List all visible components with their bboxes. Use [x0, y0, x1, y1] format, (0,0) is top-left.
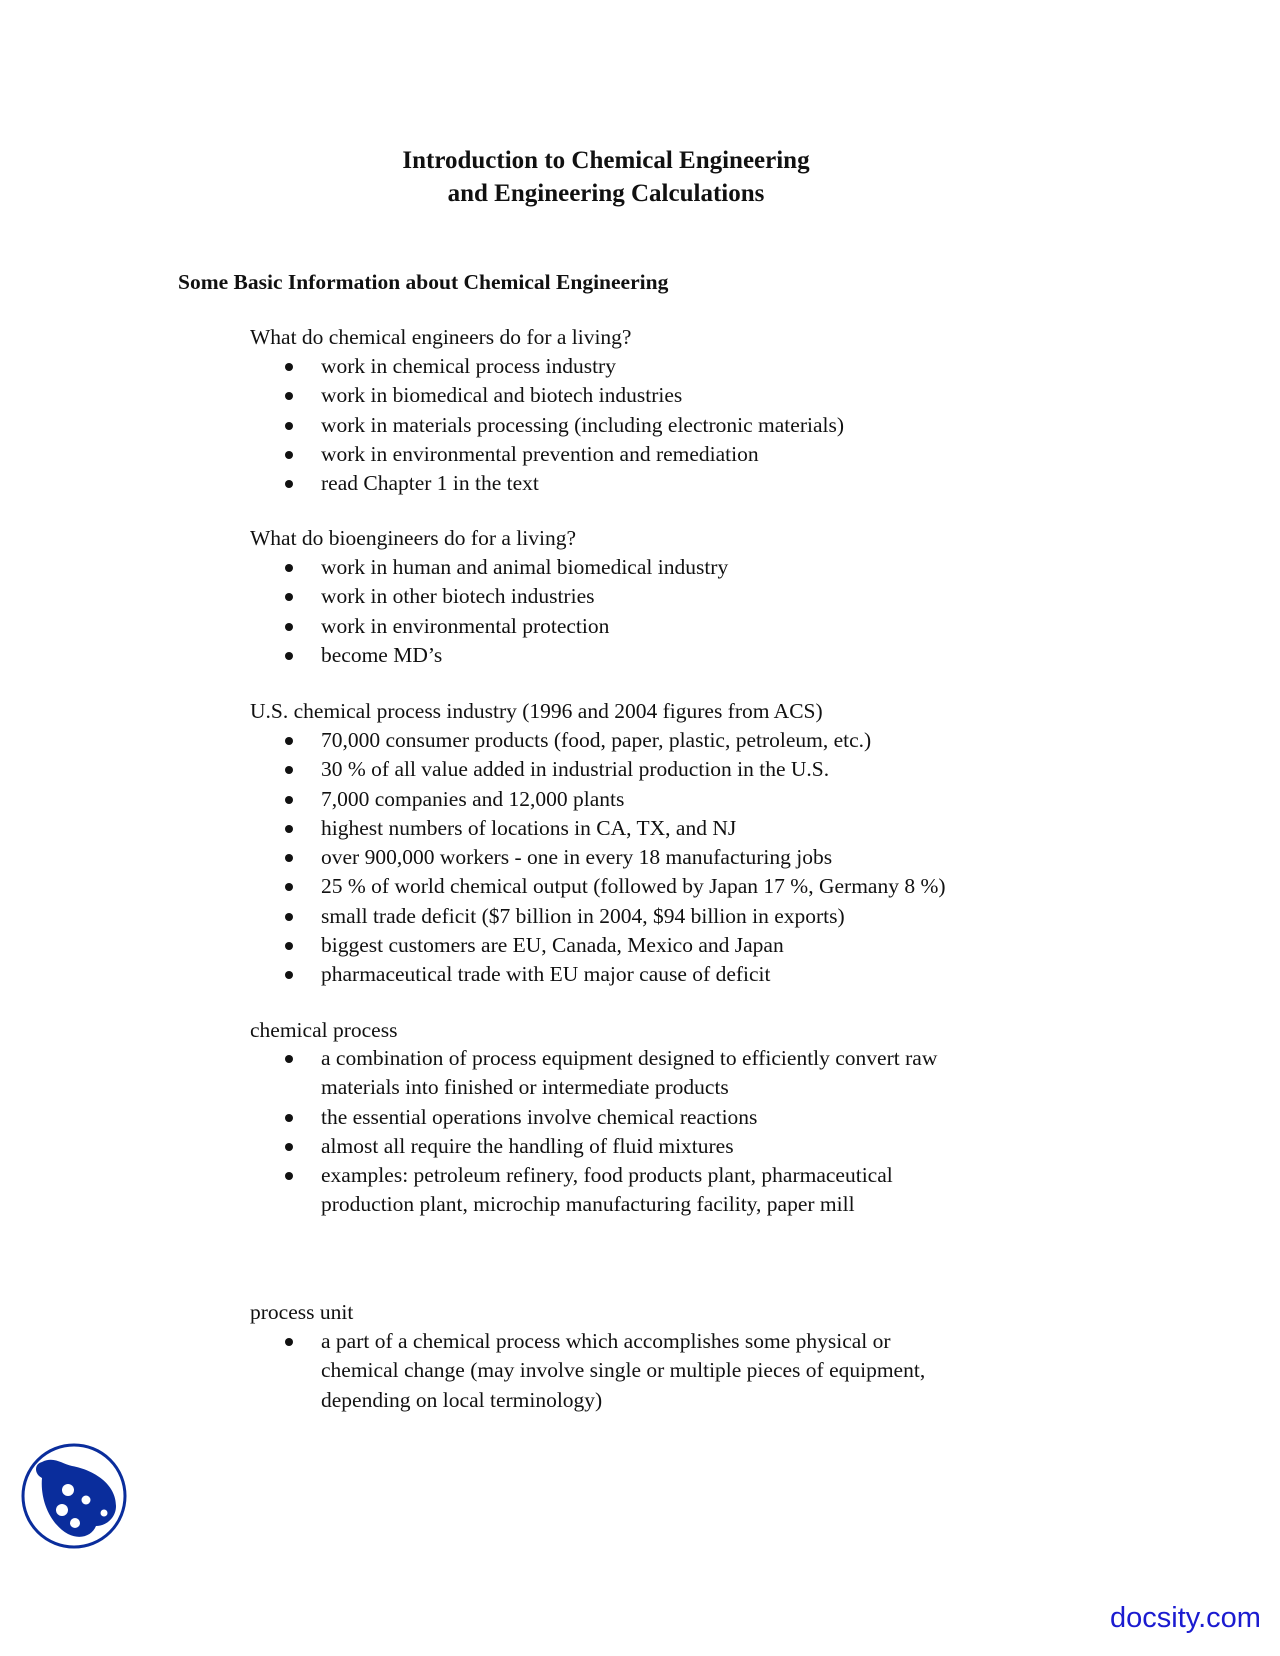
list-item-text: biggest customers are EU, Canada, Mexico and Japan	[321, 933, 784, 958]
list-item	[250, 612, 1030, 641]
bullet-list-chemical-engineers	[250, 352, 1030, 498]
document-title-line-1: Introduction to Chemical Engineering	[402, 147, 810, 174]
section-heading: Some Basic Information about Chemical Engineering	[178, 270, 669, 294]
list-item	[250, 872, 1030, 901]
list-item	[250, 814, 1030, 843]
list-item-text: pharmaceutical trade with EU major cause of deficit	[321, 962, 771, 987]
list-item-text: 30 % of all value added in industrial production in the U.S.	[321, 757, 830, 782]
list-item	[250, 726, 1030, 755]
section-lead-chemical-process: chemical process	[250, 1018, 398, 1042]
list-item-text: small trade deficit ($7 billion in 2004, $94 billion in exports)	[321, 903, 845, 928]
bullet-icon	[285, 913, 293, 921]
list-item	[250, 1044, 950, 1103]
list-item	[250, 1103, 950, 1132]
list-item-text: work in chemical process industry	[321, 354, 616, 378]
list-item	[250, 755, 1030, 784]
bullet-icon	[285, 1114, 293, 1122]
list-item-text: 25 % of world chemical output (followed by Japan 17 %, Germany 8 %)	[321, 874, 946, 899]
bullet-list-chemical-process	[250, 1044, 950, 1220]
bullet-icon	[285, 422, 293, 430]
bullet-icon	[285, 1172, 293, 1180]
bullet-icon	[285, 652, 293, 660]
list-item	[250, 960, 1030, 989]
bullet-icon	[285, 480, 293, 488]
list-item	[250, 582, 1030, 611]
list-item	[250, 553, 1030, 582]
bullet-icon	[285, 942, 293, 950]
list-item-text: highest numbers of locations in CA, TX, and NJ	[321, 815, 737, 840]
list-item-text: work in biomedical and biotech industries	[321, 383, 683, 408]
bullet-icon	[285, 392, 293, 400]
bullet-icon	[285, 825, 293, 833]
bullet-list-bioengineers	[250, 553, 1030, 670]
docsity-logo-icon	[20, 1440, 130, 1550]
list-item-text: examples: petroleum refinery, food products plant, pharmaceutical production plant, microchip manufacturing facility, paper mill	[321, 1163, 893, 1217]
list-item-text: work in other biotech industries	[321, 584, 595, 609]
list-item-text: work in environmental prevention and remediation	[321, 441, 759, 466]
list-item	[250, 1327, 950, 1415]
bullet-icon	[285, 971, 293, 979]
bullet-icon	[285, 796, 293, 804]
list-item	[250, 469, 1030, 498]
bullet-icon	[285, 854, 293, 862]
list-item-text: 7,000 companies and 12,000 plants	[321, 786, 625, 811]
list-item-text: work in environmental protection	[321, 613, 610, 638]
list-item	[250, 785, 1030, 814]
list-item-text: work in materials processing (including electronic materials)	[321, 412, 844, 437]
list-item	[250, 1161, 950, 1220]
list-item	[250, 902, 1030, 931]
list-item	[250, 1132, 950, 1161]
list-item	[250, 381, 1030, 410]
list-item-text: become MD’s	[321, 642, 443, 667]
list-item	[250, 641, 1030, 670]
bullet-list-us-industry	[250, 726, 1030, 990]
section-lead-process-unit: process unit	[250, 1300, 354, 1324]
list-item-text: read Chapter 1 in the text	[321, 471, 539, 496]
bullet-icon	[285, 363, 293, 371]
list-item-text: work in human and animal biomedical industry	[321, 555, 729, 579]
list-item-text: almost all require the handling of fluid mixtures	[321, 1133, 734, 1158]
document-title-line-2: and Engineering Calculations	[447, 180, 765, 207]
list-item	[250, 352, 1030, 381]
list-item-text: a combination of process equipment designed to efficiently convert raw materials into finished or intermediate products	[321, 1046, 938, 1100]
list-item	[250, 931, 1030, 960]
list-item	[250, 843, 1030, 872]
section-lead-bioengineers: What do bioengineers do for a living?	[250, 526, 576, 550]
bullet-icon	[285, 737, 293, 745]
bullet-icon	[285, 451, 293, 459]
bullet-icon	[285, 1055, 293, 1063]
bullet-icon	[285, 1143, 293, 1151]
bullet-icon	[285, 593, 293, 601]
list-item-text: the essential operations involve chemical reactions	[321, 1104, 758, 1129]
bullet-icon	[285, 766, 293, 774]
list-item-text: 70,000 consumer products (food, paper, plastic, petroleum, etc.)	[321, 728, 872, 752]
bullet-icon	[285, 883, 293, 891]
list-item-text: over 900,000 workers - one in every 18 manufacturing jobs	[321, 845, 833, 870]
bullet-icon	[285, 564, 293, 572]
list-item	[250, 440, 1030, 469]
section-lead-us-industry: U.S. chemical process industry (1996 and 2004 figures from ACS)	[250, 699, 823, 723]
docsity-brand-link[interactable]: docsity.com	[1110, 1602, 1261, 1634]
bullet-list-process-unit	[250, 1327, 950, 1415]
bullet-icon	[285, 623, 293, 631]
list-item-text: a part of a chemical process which accomplishes some physical or chemical change (may involve single or multiple pieces of equipment, depending on local terminology)	[321, 1329, 926, 1412]
list-item	[250, 411, 1030, 440]
bullet-icon	[285, 1338, 293, 1346]
section-lead-chemical-engineers: What do chemical engineers do for a living?	[250, 325, 632, 349]
